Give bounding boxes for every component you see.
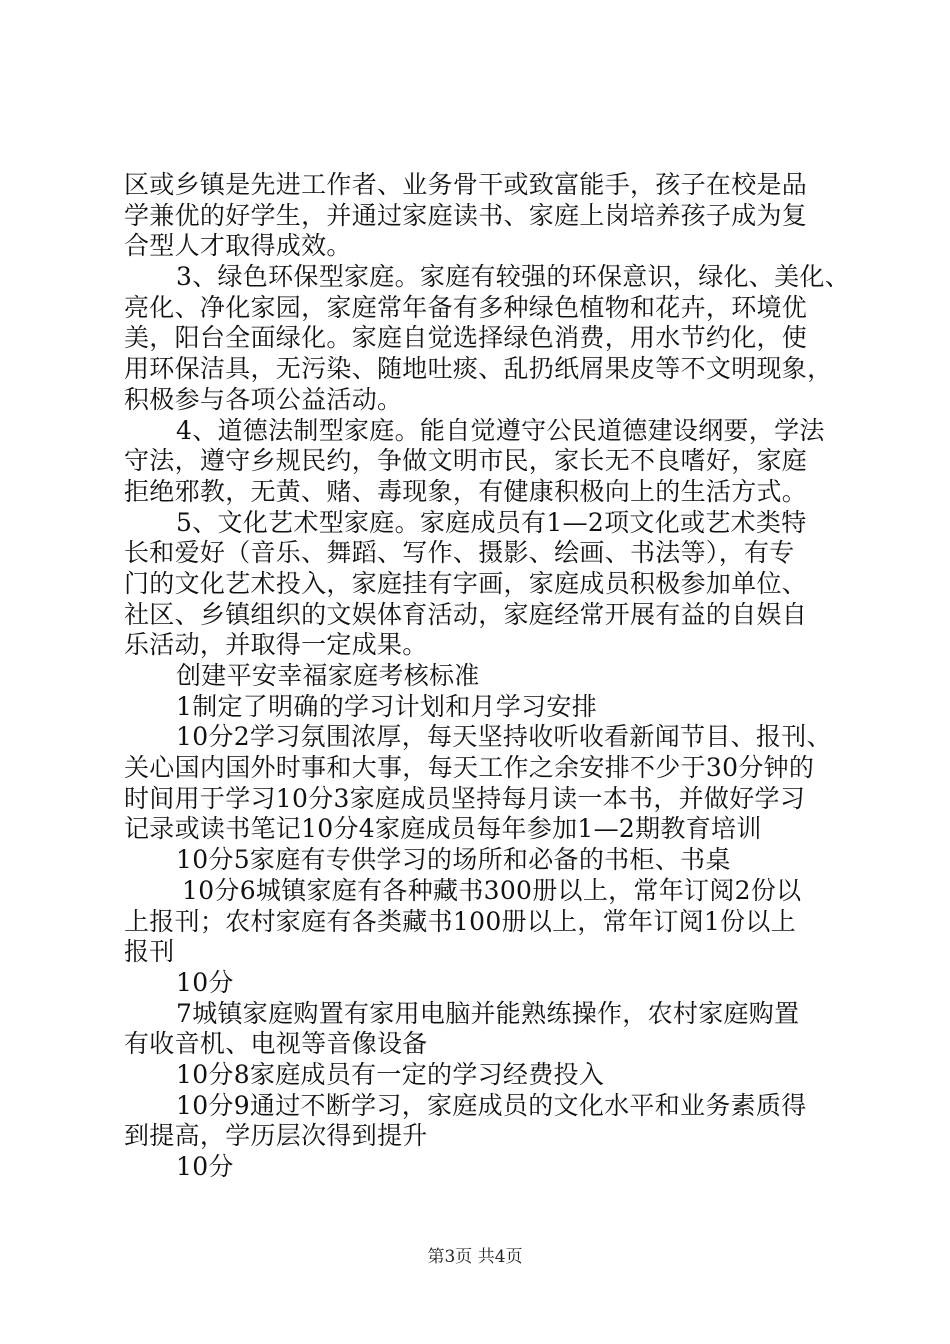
text-line: 有收音机、电视等音像设备 — [124, 1029, 428, 1059]
text-line: 报刊 — [124, 937, 175, 967]
text-line: 10分 — [176, 1152, 234, 1181]
text-line: 5、文化艺术型家庭。家庭成员有1—2项文化或艺术类特 — [176, 507, 807, 537]
text-line: 拒绝邪教，无黄、赌、毒现象，有健康积极向上的生活方式。 — [124, 476, 808, 506]
text-line: 7城镇家庭购置有家用电脑并能熟练操作，农村家庭购置 — [176, 998, 800, 1028]
text-line: 10分8家庭成员有一定的学习经费投入 — [176, 1059, 605, 1089]
text-line: 4、道德法制型家庭。能自觉遵守公民道德建设纲要，学法 — [176, 415, 825, 445]
text-line: 长和爱好（音乐、舞蹈、写作、摄影、绘画、书法等），有专 — [124, 538, 795, 568]
text-line: 亮化、净化家园，家庭常年备有多种绿色植物和花卉，环境优 — [124, 292, 808, 322]
text-line: 学兼优的好学生，并通过家庭读书、家庭上岗培养孩子成为复 — [124, 200, 808, 230]
text-line: 1制定了明确的学习计划和月学习安排 — [176, 691, 598, 721]
text-line: 时间用于学习10分3家庭成员坚持每月读一本书，并做好学习 — [124, 783, 806, 813]
text-line: 上报刊；农村家庭有各类藏书100册以上，常年订阅1份以上 — [124, 906, 797, 936]
text-line: 10分2学习氛围浓厚，每天坚持收听收看新闻节目、报刊、 — [176, 722, 832, 752]
text-line: 记录或读书笔记10分4家庭成员每年参加1—2期教育培训 — [124, 814, 762, 844]
text-line: 10分 — [176, 967, 234, 997]
text-line: 10分9通过不断学习，家庭成员的文化水平和业务素质得 — [176, 1090, 807, 1120]
text-line: 关心国内国外时事和大事，每天工作之余安排不少于30分钟的 — [124, 753, 815, 783]
text-line: 区或乡镇是先进工作者、业务骨干或致富能手，孩子在校是品 — [124, 170, 808, 199]
text-line: 合型人才取得成效。 — [124, 231, 352, 261]
text-line: 10分5家庭有专供学习的场所和必备的书柜、书桌 — [176, 845, 731, 875]
text-line: 10分6城镇家庭有各种藏书300册以上，常年订阅2份以 — [182, 875, 802, 905]
section-heading: 创建平安幸福家庭考核标准 — [176, 661, 480, 690]
text-line: 到提高，学历层次得到提升 — [124, 1121, 428, 1151]
text-line: 乐活动，并取得一定成果。 — [124, 630, 428, 660]
text-line: 3、绿色环保型家庭。家庭有较强的环保意识，绿化、美化、 — [176, 262, 851, 292]
document-body — [124, 170, 851, 1183]
text-line: 门的文化艺术投入，家庭挂有字画，家庭成员积极参加单位、 — [124, 568, 808, 598]
text-line: 用环保洁具，无污染、随地吐痰、乱扔纸屑果皮等不文明现象， — [124, 354, 833, 384]
text-line: 美，阳台全面绿化。家庭自觉选择绿色消费，用水节约化，使 — [124, 323, 808, 353]
text-line: 积极参与各项公益活动。 — [124, 384, 403, 414]
page-footer: 第3页 共4页 — [427, 1247, 523, 1267]
text-line: 社区、乡镇组织的文娱体育活动，家庭经常开展有益的自娱自 — [124, 599, 808, 629]
text-line: 守法，遵守乡规民约，争做文明市民，家长无不良嗜好，家庭 — [124, 446, 808, 476]
